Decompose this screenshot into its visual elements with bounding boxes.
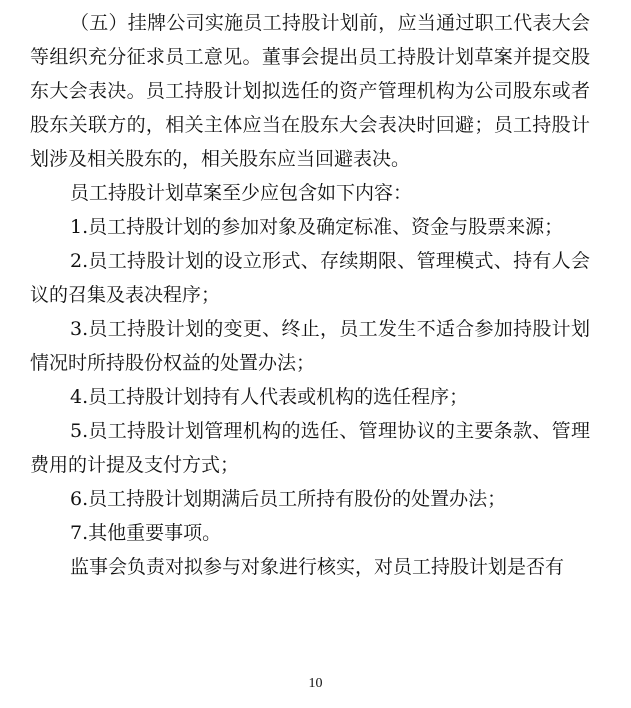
list-item-4: 4.员工持股计划持有人代表或机构的选任程序； xyxy=(70,386,469,408)
paragraph-supervisory-board: 监事会负责对拟参与对象进行核实，对员工持股计划是否有 xyxy=(70,556,565,578)
list-item-5: 5.员工持股计划管理机构的选任、管理协议的主要条款、管理费用的计提及支付方式； xyxy=(30,420,590,476)
list-item-3: 3.员工持股计划的变更、终止，员工发生不适合参加持股计划情况时所持股份权益的处置办法； xyxy=(30,318,590,374)
list-item-2: 2.员工持股计划的设立形式、存续期限、管理模式、持有人会议的召集及表决程序； xyxy=(30,250,590,306)
paragraph-draft-contents-intro: 员工持股计划草案至少应包含如下内容： xyxy=(70,182,413,204)
list-item-7: 7.其他重要事项。 xyxy=(70,522,222,544)
paragraph-section-five: （五）挂牌公司实施员工持股计划前，应当通过职工代表大会等组织充分征求员工意见。董事会提出员工持股计划草案并提交股东大会表决。员工持股计划拟选任的资产管理机构为公司股东或者股东关联方的，相关主体应当在股东大会表决时回避；员工持股计划涉及相关股东的，相关股东应当回避表决。 xyxy=(30,12,590,170)
document-body xyxy=(30,6,590,584)
list-item-1: 1.员工持股计划的参加对象及确定标准、资金与股票来源； xyxy=(70,216,564,238)
list-item-6: 6.员工持股计划期满后员工所持有股份的处置办法； xyxy=(70,488,507,510)
page-number: 10 xyxy=(308,676,323,691)
